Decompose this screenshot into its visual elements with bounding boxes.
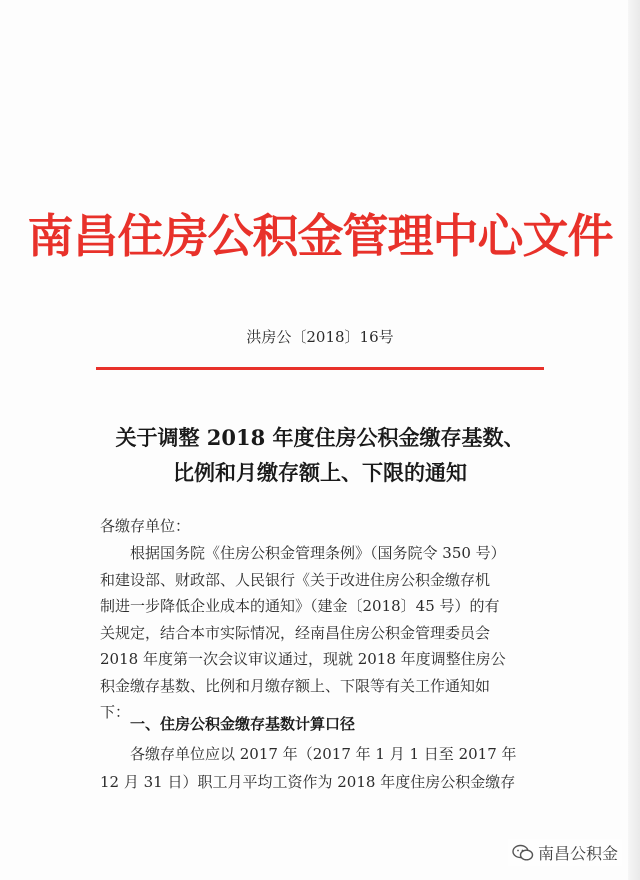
paragraph-line: 关规定，结合本市实际情况，经南昌住房公积金管理委员会 <box>100 623 491 642</box>
red-divider-line <box>96 367 544 370</box>
paragraph-line: 下： <box>100 703 131 721</box>
notice-title-line: 关于调整 2018 年度住房公积金缴存基数、 <box>115 425 525 450</box>
body-paragraph-2 <box>100 740 550 796</box>
notice-title <box>0 420 640 490</box>
body-paragraph-1 <box>100 540 550 726</box>
watermark-text: 南昌公积金 <box>537 844 618 863</box>
salutation: 各缴存单位： <box>100 517 191 535</box>
paragraph-line: 和建设部、财政部、人民银行《关于改进住房公积金缴存机 <box>100 570 491 589</box>
paragraph-line: 根据国务院《住房公积金管理条例》（国务院令 350 号） <box>130 544 506 562</box>
section-heading: 一、住房公积金缴存基数计算口径 <box>130 715 356 733</box>
paragraph-line: 各缴存单位应以 2017 年（2017 年 1 月 1 日至 2017 年 <box>130 745 517 763</box>
wechat-watermark <box>508 839 622 866</box>
paragraph-line: 制进一步降低企业成本的通知》（建金〔2018〕45 号）的有 <box>100 597 500 615</box>
document-header-title: 南昌住房公积金管理中心文件 <box>27 209 613 263</box>
paragraph-line: 2018 年度第一次会议审议通过，现就 2018 年度调整住房公 <box>100 650 506 668</box>
notice-title-line: 比例和月缴存额上、下限的通知 <box>173 460 467 485</box>
document-number: 洪房公〔2018〕16号 <box>246 328 394 346</box>
wechat-icon <box>512 844 534 862</box>
paragraph-line: 12 月 31 日）职工月平均工资作为 2018 年度住房公积金缴存 <box>100 773 516 791</box>
paragraph-line: 积金缴存基数、比例和月缴存额上、下限等有关工作通知如 <box>100 676 491 695</box>
